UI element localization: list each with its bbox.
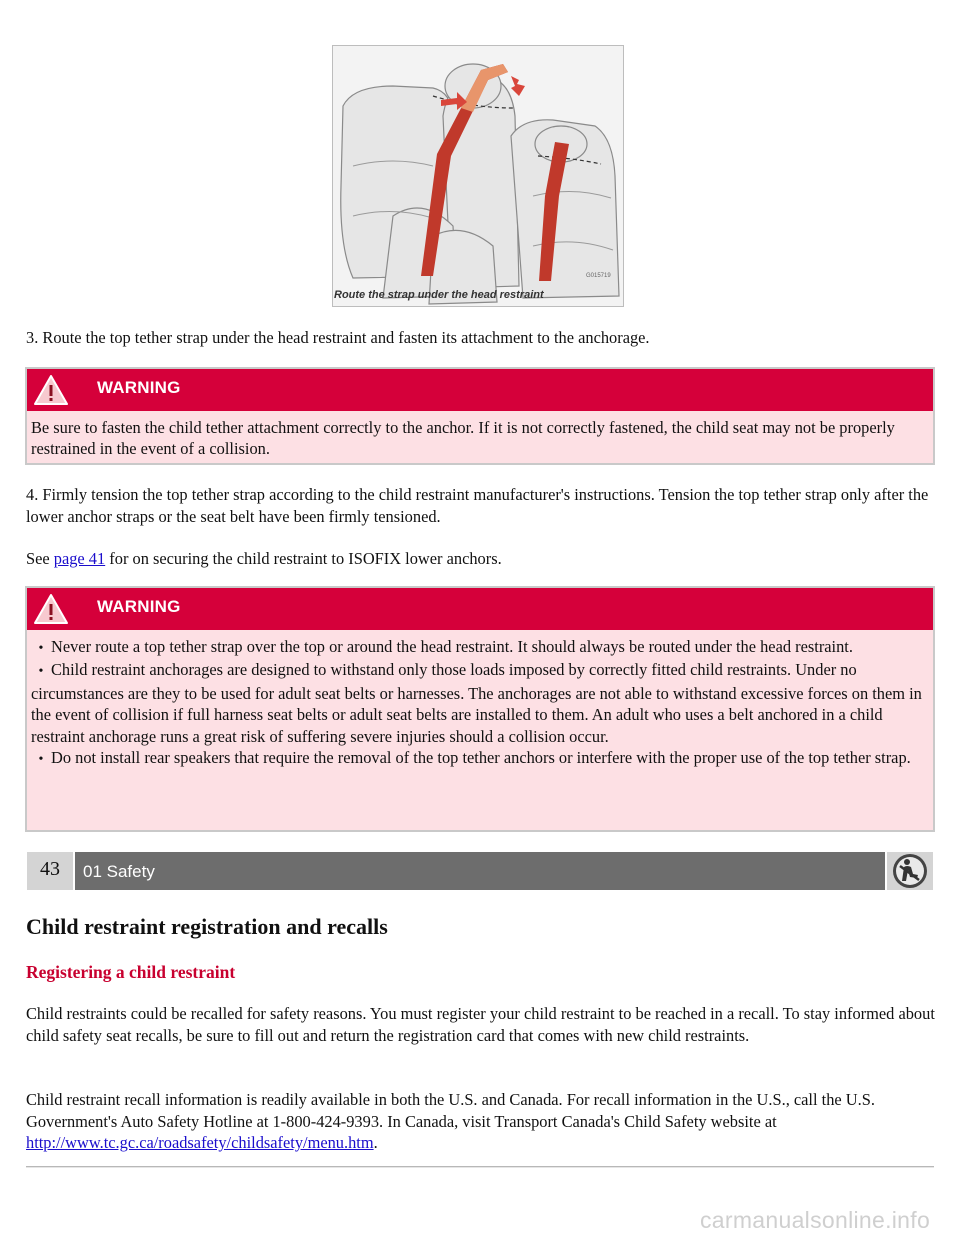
bullet-icon: • xyxy=(38,641,44,656)
page-number: 43 xyxy=(27,852,73,890)
warning-title: WARNING xyxy=(97,378,181,397)
warning-header xyxy=(27,588,933,630)
seatbelt-icon xyxy=(887,852,933,890)
warning-list-item: • Never route a top tether strap over the top or around the head restraint. It should always be routed under the head restraint. xyxy=(31,636,925,659)
warning-triangle-icon xyxy=(33,374,69,406)
section-heading: Child restraint registration and recalls xyxy=(26,914,388,939)
warning-box-1 xyxy=(25,367,935,465)
warning-title: WARNING xyxy=(97,597,181,616)
step-4-text: 4. Firmly tension the top tether strap according to the child restraint manufacturer's instructions. Tension the top tether strap only after the lower anchor straps or the seat belt have been firmly tensioned. xyxy=(26,485,929,526)
warning-box-2 xyxy=(25,586,935,832)
watermark: carmanualsonline.info xyxy=(700,1207,931,1233)
warning-list xyxy=(27,630,933,778)
warning-list-item: • Do not install rear speakers that require the removal of the top tether anchors or interfere with the proper use of the top tether strap. xyxy=(31,747,925,770)
step-3-text: 3. Route the top tether strap under the head restraint and fasten its attachment to the anchorage. xyxy=(26,328,650,347)
figure-caption: Route the strap under the head restraint xyxy=(334,289,544,301)
see-page-paragraph xyxy=(26,548,936,570)
warning-header xyxy=(27,369,933,411)
figure-code: G015719 xyxy=(586,273,611,279)
registration-paragraph: Child restraints could be recalled for safety reasons. You must register your child restraint to be reached in a recall. To stay informed about child safety seat recalls, be sure to fill out and return the registration card that comes with new child restraints. xyxy=(26,1004,935,1045)
bullet-icon: • xyxy=(38,664,44,680)
horizontal-rule xyxy=(26,1166,934,1168)
seat-illustration xyxy=(333,46,623,306)
warning-triangle-icon xyxy=(33,593,69,625)
bullet-icon: • xyxy=(38,752,44,768)
page-41-link[interactable]: page 41 xyxy=(53,549,106,568)
recall-paragraph: Child restraint recall information is readily available in both the U.S. and Canada. For recall information in the U.S., call the U.S. Government's Auto Safety Hotline at 1-800-424-9393. In Canada, visit Transport Canada's Child Safety website at http://www.tc.gc.ca/roadsafety/childsafety/menu.htm. xyxy=(26,1090,875,1152)
subsection-heading: Registering a child restraint xyxy=(26,962,236,982)
chapter-bar xyxy=(27,852,933,890)
chapter-title: 01 Safety xyxy=(75,852,885,890)
see-prefix: See xyxy=(26,549,54,568)
figure-head-restraint-illustration xyxy=(332,45,624,307)
see-suffix: for on securing the child restraint to ISOFIX lower anchors. xyxy=(105,549,502,568)
transport-canada-link[interactable]: http://www.tc.gc.ca/roadsafety/childsafety/menu.htm xyxy=(26,1133,374,1152)
warning-body: Be sure to fasten the child tether attachment correctly to the anchor. If it is not correctly fastened, the child seat may not be properly restrained in the event of a collision. xyxy=(31,418,895,459)
chapter-icon-box xyxy=(887,852,933,890)
warning-list-item: • Child restraint anchorages are designed to withstand only those loads imposed by correctly fitted child restraints. Under no circumstances are they to be used for adult seat belts or harnesses. The anchorages are not able to withstand excessive forces on them in the event of collision if full harness seat belts or adult seat belts are installed to them. An adult who uses a belt anchored in a child restraint anchorage runs a great risk of suffering severe injuries should a collision occur. xyxy=(31,660,922,746)
